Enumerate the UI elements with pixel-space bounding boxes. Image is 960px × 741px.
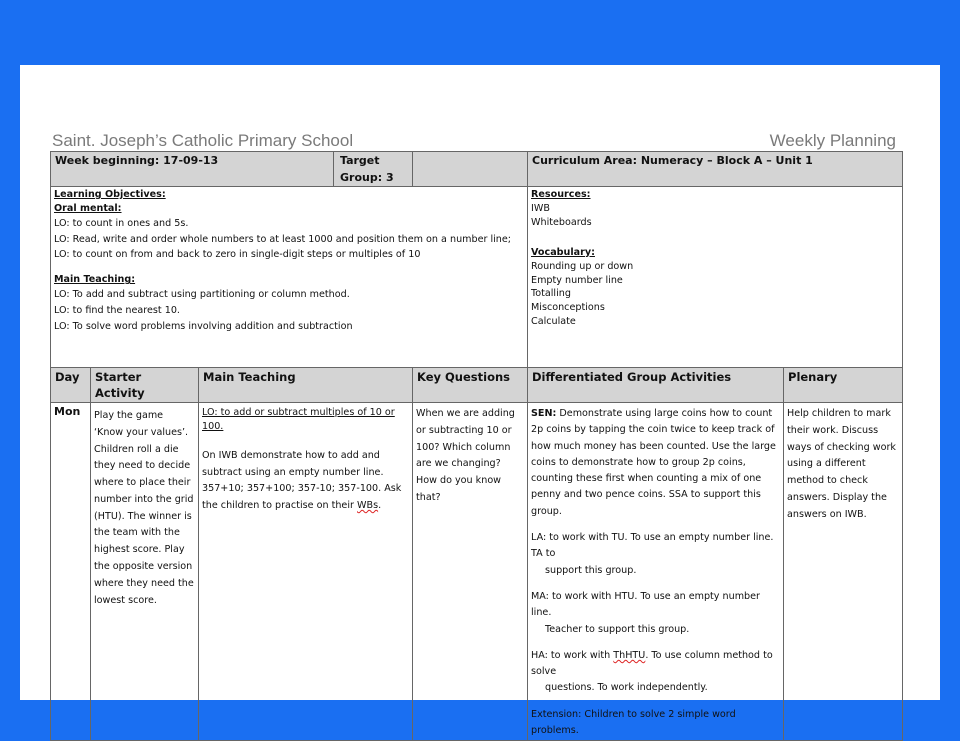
group-activities-cell — [528, 403, 784, 741]
document-type: Weekly Planning — [769, 131, 896, 150]
starter-cell: Play the game ‘Know your values’. Children roll a die they need to decide where to place their number into the grid (HTU). The winner is the team with the highest score. Play the opposite version where they need the lowest score. — [91, 403, 199, 741]
vocabulary-item: Totalling — [531, 288, 571, 300]
day-cell: Mon — [51, 403, 91, 741]
objective-item: LO: Read, write and order whole numbers to at least 1000 and position them on a number line; — [54, 233, 512, 245]
sen-label: SEN: — [531, 408, 557, 419]
vocabulary-heading: Vocabulary: — [531, 246, 595, 258]
plenary-cell: Help children to mark their work. Discuss ways of checking work using a different method to check answers. Display the answers on IWB. — [784, 403, 903, 741]
sen-text: Demonstrate using large coins how to count 2p coins by tapping the coin twice to keep track of how much money has been counted. Use the large coins to demonstrate how to group 2p coins, counting these first when counting a mix of one penny and two pence coins. SSA to support this group. — [531, 408, 776, 517]
info-row — [51, 152, 903, 187]
learning-objectives-heading: Learning Objectives: — [54, 189, 166, 200]
ha-group-support: questions. To work independently. — [545, 682, 708, 694]
column-header-plenary: Plenary — [784, 368, 903, 403]
objective-item: LO: To add and subtract using partitioning or column method. — [54, 289, 350, 301]
main-teaching-objective: LO: to add or subtract multiples of 10 or 100. — [202, 407, 395, 432]
main-teaching-body: On IWB demonstrate how to add and subtract using an empty number line. 357+10; 357+100; 357-10; 357-100. Ask the children to practise on their WBs. — [202, 449, 402, 512]
ma-group: MA: to work with HTU. To use an empty number line. — [531, 590, 760, 619]
ma-group-support: Teacher to support this group. — [545, 623, 690, 635]
resources-heading: Resources: — [531, 189, 591, 200]
column-header-main-teaching: Main Teaching — [199, 368, 413, 403]
objectives-row — [51, 187, 903, 368]
document-header — [52, 127, 896, 151]
objective-item: LO: to find the nearest 10. — [54, 305, 180, 317]
extension-task: Extension: Children to solve 2 simple word problems. — [531, 708, 736, 737]
planning-table — [50, 151, 903, 741]
main-teaching-heading: Main Teaching: — [54, 274, 136, 286]
resource-item: Whiteboards — [531, 216, 592, 228]
school-name: Saint. Joseph’s Catholic Primary School — [52, 131, 354, 150]
objective-item: LO: to count on from and back to zero in single-digit steps or multiples of 10 — [54, 249, 421, 261]
week-beginning: Week beginning: 17-09-13 — [55, 154, 219, 167]
la-group: LA: to work with TU. To use an empty number line. TA to — [531, 532, 774, 560]
ha-group: HA: to work with ThHTU. To use column method to solve — [531, 649, 773, 678]
oral-mental-heading: Oral mental: — [54, 202, 122, 214]
spelling-flag: ThHTU — [613, 649, 646, 661]
key-questions-cell: When we are adding or subtracting 10 or 100? Which column are we changing? How do you know that? — [413, 403, 528, 741]
document-page — [20, 65, 940, 737]
resource-item: IWB — [531, 202, 550, 214]
vocabulary-item: Calculate — [531, 316, 576, 328]
main-teaching-cell — [199, 403, 413, 741]
column-header-group-activities: Differentiated Group Activities — [528, 368, 784, 403]
vocabulary-item: Misconceptions — [531, 302, 605, 314]
column-header-starter: Starter Activity — [91, 368, 199, 403]
vocabulary-item: Rounding up or down — [531, 260, 634, 272]
objective-item: LO: To solve word problems involving addition and subtraction — [54, 320, 353, 332]
target-group: Target Group: 3 — [333, 152, 412, 186]
vocabulary-item: Empty number line — [531, 274, 623, 286]
objective-item: LO: to count in ones and 5s. — [54, 217, 189, 229]
column-header-row — [51, 368, 903, 403]
curriculum-area: Curriculum Area: Numeracy – Block A – Unit 1 — [528, 152, 903, 187]
table-row — [51, 403, 903, 741]
column-header-key-questions: Key Questions — [413, 368, 528, 403]
spelling-flag: WBs — [357, 500, 379, 512]
column-header-day: Day — [51, 368, 91, 403]
la-group-support: support this group. — [545, 564, 637, 576]
